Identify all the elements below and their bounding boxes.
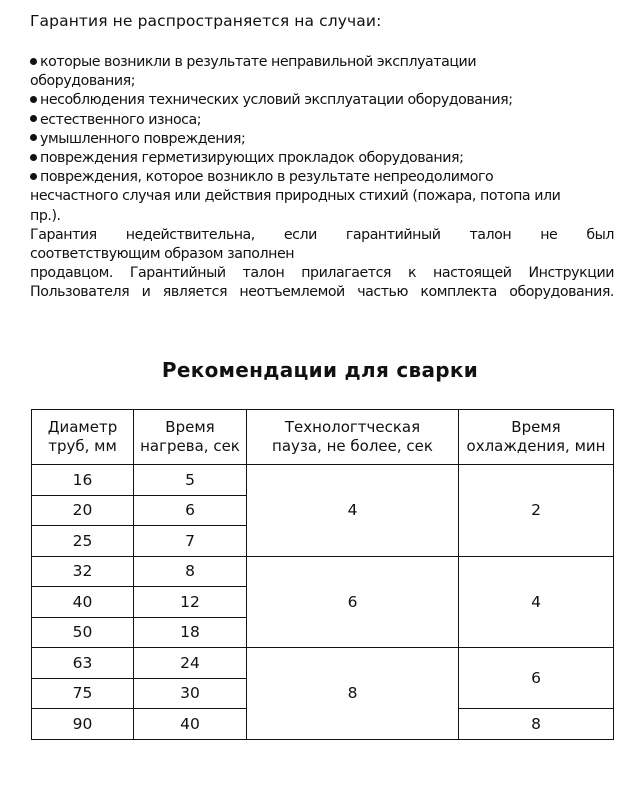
heating-cell: 24 xyxy=(134,648,247,679)
paragraph-line: Гарантия недействительна, если гарантийный талон не был xyxy=(30,226,614,243)
diameter-cell: 40 xyxy=(32,587,134,618)
heating-cell: 5 xyxy=(134,465,247,496)
heating-cell: 6 xyxy=(134,495,247,526)
bullet-item-cont: оборудования; xyxy=(30,73,136,90)
diameter-cell: 25 xyxy=(32,526,134,557)
bullet-dot-icon xyxy=(30,134,37,141)
diameter-cell: 63 xyxy=(32,648,134,679)
diameter-cell: 16 xyxy=(32,465,134,496)
pause-cell: 8 xyxy=(247,648,459,740)
table-header-row xyxy=(32,410,614,465)
header-heating: Время нагрева, сек xyxy=(134,410,247,465)
bullet-item: несоблюдения технических условий эксплуатации оборудования; xyxy=(30,91,614,110)
bullet-item-cont: несчастного случая или действия природных стихий (пожара, потопа или xyxy=(30,188,561,205)
table-row xyxy=(32,556,614,587)
bullet-dot-icon xyxy=(30,154,37,161)
bullet-item-cont: пр.). xyxy=(30,207,61,224)
cooling-cell: 6 xyxy=(459,648,614,709)
welding-table xyxy=(31,409,614,740)
warranty-exclusions xyxy=(30,53,614,303)
table-row xyxy=(32,648,614,679)
bullet-dot-icon xyxy=(30,58,37,65)
welding-table-title: Рекомендации для сварки xyxy=(161,358,479,382)
heating-cell: 12 xyxy=(134,587,247,618)
paragraph-line: соответствующим образом заполнен xyxy=(30,246,295,263)
diameter-cell: 90 xyxy=(32,709,134,740)
diameter-cell: 32 xyxy=(32,556,134,587)
header-diameter: Диаметр труб, мм xyxy=(32,410,134,465)
bullet-item: умышленного повреждения; xyxy=(30,130,614,149)
warranty-heading: Гарантия не распространяется на случаи: xyxy=(30,12,382,30)
bullet-item: которые возникли в результате неправильной эксплуатации xyxy=(30,53,614,72)
header-cooling: Время охлаждения, мин xyxy=(459,410,614,465)
diameter-cell: 20 xyxy=(32,495,134,526)
cooling-cell: 4 xyxy=(459,556,614,648)
diameter-cell: 75 xyxy=(32,678,134,709)
header-pause: Технологтческая пауза, не более, сек xyxy=(247,410,459,465)
heating-cell: 30 xyxy=(134,678,247,709)
bullet-dot-icon xyxy=(30,173,37,180)
heating-cell: 7 xyxy=(134,526,247,557)
cooling-cell: 8 xyxy=(459,709,614,740)
pause-cell: 6 xyxy=(247,556,459,648)
bullet-item: естественного износа; xyxy=(30,111,614,130)
paragraph-line: Пользователя и является неотъемлемой частью комплекта оборудования. xyxy=(30,284,614,301)
heating-cell: 18 xyxy=(134,617,247,648)
bullet-dot-icon xyxy=(30,96,37,103)
diameter-cell: 50 xyxy=(32,617,134,648)
bullet-item: повреждения, которое возникло в результате непреодолимого xyxy=(30,168,614,187)
cooling-cell: 2 xyxy=(459,465,614,557)
heating-cell: 40 xyxy=(134,709,247,740)
pause-cell: 4 xyxy=(247,465,459,557)
bullet-dot-icon xyxy=(30,115,37,122)
paragraph-line: продавцом. Гарантийный талон прилагается к настоящей Инструкции xyxy=(30,265,614,282)
heating-cell: 8 xyxy=(134,556,247,587)
table-row xyxy=(32,465,614,496)
bullet-item: повреждения герметизирующих прокладок оборудования; xyxy=(30,149,614,168)
